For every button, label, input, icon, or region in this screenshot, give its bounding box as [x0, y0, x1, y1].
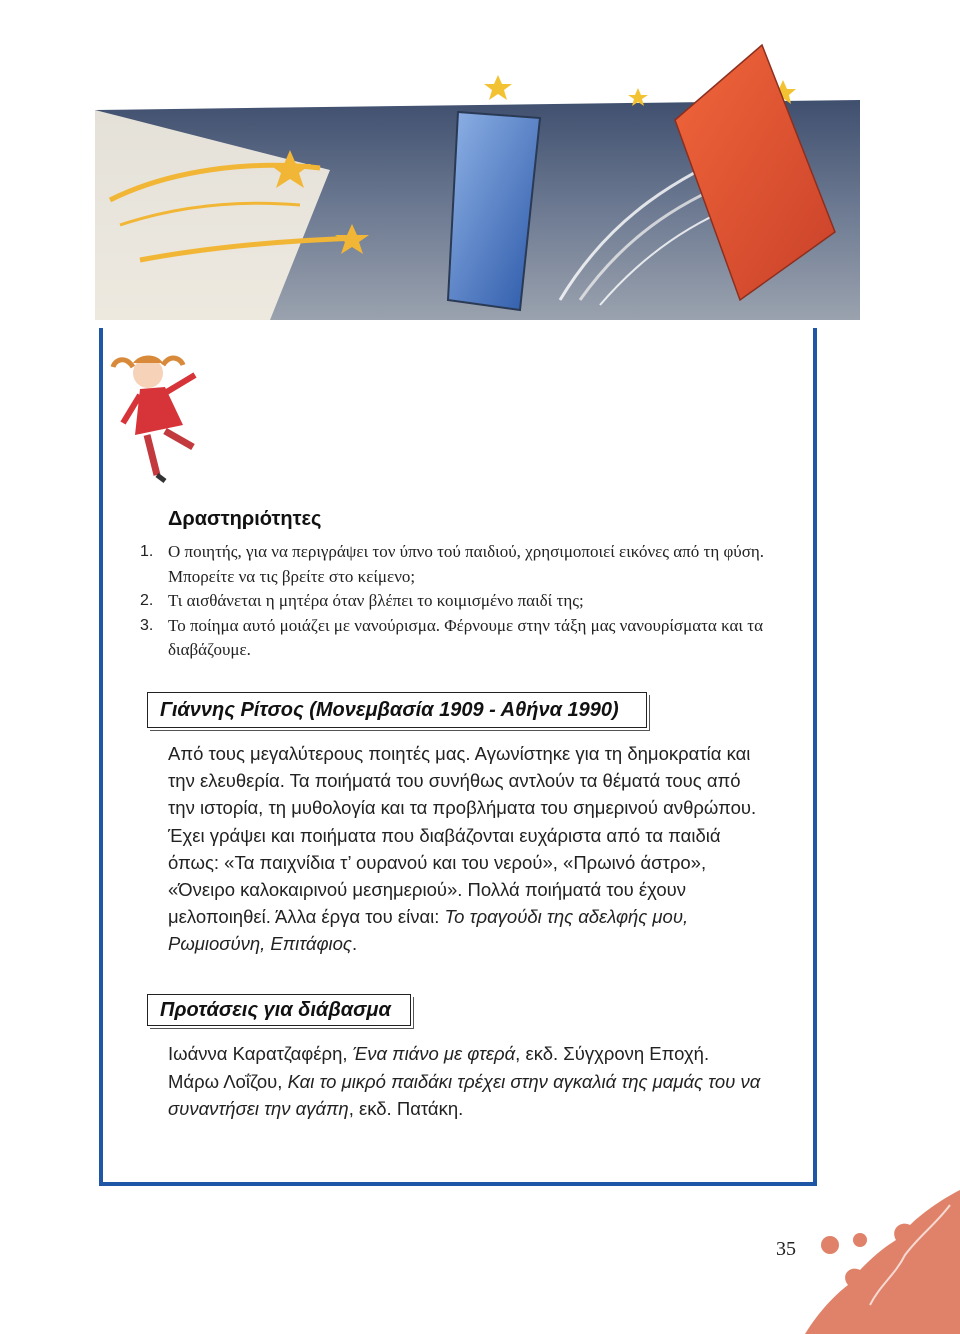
activity-text: Το ποίημα αυτό μοιάζει με νανούρισμα. Φέρνουμε στην τάξη μας νανουρίσματα και τα διαβάζουμε.	[168, 615, 763, 659]
dancing-girl-illustration	[105, 345, 215, 490]
reading-book-title: Ένα πιάνο με φτερά	[352, 1043, 516, 1064]
biography-heading-text: Γιάννης Ρίτσος (Μονεμβασία 1909 - Αθήνα 1990)	[160, 698, 619, 721]
activity-number: 2.	[140, 592, 154, 609]
reading-publisher: , εκδ. Σύγχρονη Εποχή.	[515, 1043, 710, 1064]
reading-author: Ιωάννα Καρατζαφέρη,	[168, 1043, 353, 1064]
reading-item	[168, 1040, 778, 1068]
activity-number: 3.	[140, 616, 154, 634]
biography-text	[168, 740, 768, 958]
reading-publisher: , εκδ. Πατάκη.	[348, 1098, 464, 1119]
biography-body: Από τους μεγαλύτερους ποιητές μας. Αγωνίστηκε για τη δημοκρατία και την ελευθερία. Τα ποιήματά του συνήθως αντλούν τα θέματά τους από την ιστορία, τη μυθολογία και τα προβλήματα του σημερινού ανθρώπου. Έχει γράψει και ποιήματα που διαβάζονται ευχάριστα από τα παιδιά όπως: «Τα παιχνίδια τ’ ουρανού και του νερού», «Πρωινό άστρο», «Όνειρο καλοκαιρινού μεσημεριού». Πολλά ποιήματά του έχουν μελοποιηθεί. Άλλα έργα του είναι:	[168, 743, 757, 928]
puzzle-pieces-decoration	[800, 1185, 960, 1334]
activities-title: Δραστηριότητες	[168, 508, 322, 530]
biography-heading	[147, 692, 647, 728]
activity-item	[140, 540, 780, 589]
reading-list	[168, 1040, 778, 1123]
activity-number: 1.	[140, 543, 154, 560]
reading-heading-text: Προτάσεις για διάβασμα	[160, 998, 391, 1021]
page-number: 35	[776, 1238, 796, 1260]
activity-text: Τι αισθάνεται η μητέρα όταν βλέπει το κοιμισμένο παιδί της;	[168, 591, 584, 610]
activity-text: Ο ποιητής, για να περιγράψει τον ύπνο τού παιδιού, χρησιμοποιεί εικόνες από τη φύση. Μπορείτε να τις βρείτε στο κείμενο;	[168, 542, 765, 586]
biography-works: Το τραγούδι της αδελφής μου, Ρωμιοσύνη, Επιτάφιος	[168, 906, 689, 955]
activities-list	[140, 540, 780, 663]
night-sky-illustration	[0, 0, 960, 330]
activity-item	[140, 614, 780, 663]
biography-end: .	[351, 933, 358, 955]
reading-author: Μάρω Λοΐζου,	[168, 1070, 288, 1092]
reading-book-title: Και το μικρό παιδάκι τρέχει στην αγκαλιά της μαμάς του να συναντήσει την αγάπη	[168, 1070, 761, 1119]
activity-item	[140, 589, 780, 614]
reading-item	[168, 1068, 778, 1123]
reading-heading	[147, 994, 411, 1026]
